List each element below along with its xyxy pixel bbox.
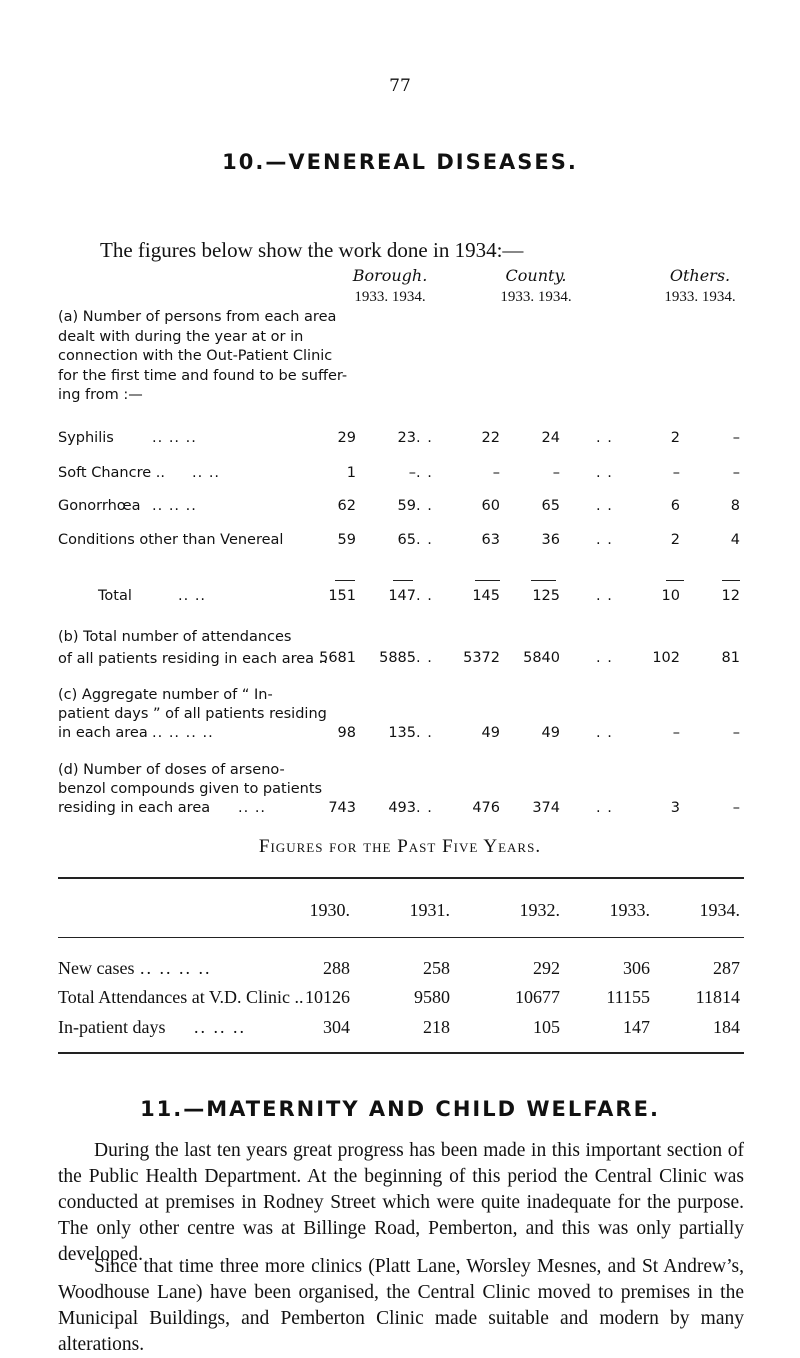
year-col-head: 1933. (609, 900, 650, 920)
total-c34: 125 (532, 588, 560, 604)
cell-b-b34: 5885 (379, 650, 416, 666)
cell-c33: – (492, 465, 500, 481)
cell-d-c34: 374 (532, 800, 560, 816)
intro-text: The figures below show the work done in 1934:— (100, 238, 524, 262)
table2-cell: 306 (623, 958, 650, 978)
cell-o34: – (732, 430, 740, 446)
cell-b-b33: 5681 (319, 650, 356, 666)
leader-dots: . . (416, 588, 433, 604)
cell-c33: 22 (481, 430, 500, 446)
question-d-line3: residing in each area (58, 800, 211, 816)
table2-row-label: New cases (58, 958, 135, 978)
col-group-county: County. (505, 266, 567, 285)
leader-dots: . . (596, 498, 613, 514)
cell-d-b34: 493 (388, 800, 416, 816)
year-head-borough: 1933. 1934. (354, 289, 426, 305)
total-c33: 145 (472, 588, 500, 604)
table2-row-label: Total Attendances at V.D. Clinic .. (58, 987, 304, 1007)
cell-o34: 8 (730, 498, 740, 514)
section-heading: 10.—VENEREAL DISEASES. (222, 150, 578, 174)
cell-b-c33: 5372 (463, 650, 500, 666)
table2-cell: 218 (423, 1017, 450, 1037)
leader-dots: .. .. .. (194, 1017, 246, 1037)
total-o34: 12 (721, 588, 740, 604)
leader-dots: . . (416, 725, 433, 741)
row-label: Syphilis (58, 430, 114, 446)
table-top-rule (58, 877, 744, 879)
cell-b34: 65 (397, 532, 416, 548)
cell-c-c33: 49 (481, 725, 500, 741)
leader-dots: .. .. .. .. (152, 725, 214, 741)
leader-dots: . . (416, 430, 433, 446)
row-label: Gonorrhœa (58, 498, 141, 514)
cell-b33: 62 (337, 498, 356, 514)
leader-dots: .. .. .. .. (140, 958, 212, 978)
cell-b34: – (408, 465, 416, 481)
leader-dots: . . (596, 725, 613, 741)
paragraph-1 (58, 1138, 744, 1268)
leader-dots: . . (416, 650, 433, 666)
table2-cell: 11814 (695, 987, 740, 1007)
total-label: Total (98, 588, 132, 604)
leader-dots: .. .. .. (152, 498, 197, 514)
separator-rule (666, 580, 684, 581)
table2-cell: 292 (533, 958, 560, 978)
leader-dots: . . (416, 498, 433, 514)
question-a-text: (a) Number of persons from each area dealt with during the year at or in connection with the Out-Patient Clinic for the first time and found to be suffer-ing from :— (58, 309, 348, 403)
paragraph-1-text: During the last ten years great progress has been made in this important section of the Public Health Department. At the beginning of this period the Central Clinic was conducted at premises in Rodney Street which were quite inadequate for the purpose. The only other centre was at Billinge Road, Pemberton, and this was only partially developed. (58, 1140, 744, 1265)
cell-o34: 4 (730, 532, 740, 548)
row-label: Conditions other than Venereal (58, 532, 284, 548)
table2-cell: 258 (423, 958, 450, 978)
leader-dots: . . (416, 465, 433, 481)
cell-o33: 2 (670, 532, 680, 548)
table2-cell: 9580 (414, 987, 450, 1007)
cell-c-o33: – (672, 725, 680, 741)
question-c-line1: (c) Aggregate number of “ In- (58, 687, 273, 703)
cell-c33: 63 (481, 532, 500, 548)
cell-b34: 59 (397, 498, 416, 514)
page-number: 77 (389, 76, 411, 96)
cell-c34: 36 (541, 532, 560, 548)
year-head-others: 1933. 1934. (664, 289, 736, 305)
cell-d-c33: 476 (472, 800, 500, 816)
year-col-head: 1930. (309, 900, 350, 920)
section2-heading: 11.—MATERNITY AND CHILD WELFARE. (140, 1097, 660, 1121)
cell-c34: – (552, 465, 560, 481)
question-b-line2: of all patients residing in each area .. (58, 651, 328, 667)
separator-rule (475, 580, 500, 581)
cell-b33: 1 (346, 465, 356, 481)
leader-dots: .. .. (192, 465, 221, 481)
total-b33: 151 (328, 588, 356, 604)
question-d-line2: benzol compounds given to patients (58, 781, 323, 797)
paragraph-2-text: Since that time three more clinics (Platt Lane, Worsley Mesnes, and St Andrew’s, Woodhouse Lane) have been organised, the Central Clinic moved to premises in the Municipal Buildings, and Pemberton Clinic made suitable and modern by many alterations. (58, 1256, 744, 1355)
cell-c-c34: 49 (541, 725, 560, 741)
cell-c-b33: 98 (337, 725, 356, 741)
table2-cell: 147 (623, 1017, 650, 1037)
col-group-borough: Borough. (352, 266, 428, 285)
question-c-line2: patient days ” of all patients residing (58, 706, 327, 722)
year-col-head: 1931. (409, 900, 450, 920)
col-group-others: Others. (669, 266, 731, 285)
cell-o33: 6 (670, 498, 680, 514)
leader-dots: . . (596, 800, 613, 816)
cell-d-b33: 743 (328, 800, 356, 816)
leader-dots: . . (596, 588, 613, 604)
cell-c33: 60 (481, 498, 500, 514)
table2-cell: 287 (713, 958, 740, 978)
paragraph-2 (58, 1254, 744, 1358)
cell-b-o33: 102 (652, 650, 680, 666)
table2-cell: 10677 (515, 987, 560, 1007)
total-b34: 147 (388, 588, 416, 604)
cell-o33: 2 (670, 430, 680, 446)
question-b-line1: (b) Total number of attendances (58, 629, 292, 645)
leader-dots: . . (596, 465, 613, 481)
table2-cell: 304 (323, 1017, 350, 1037)
year-col-head: 1934. (699, 900, 740, 920)
table2-cell: 288 (323, 958, 350, 978)
leader-dots: .. .. (238, 800, 267, 816)
cell-b33: 59 (337, 532, 356, 548)
cell-o34: – (732, 465, 740, 481)
question-c-line3: in each area (58, 725, 148, 741)
cell-c34: 65 (541, 498, 560, 514)
separator-rule (393, 580, 413, 581)
cell-o33: – (672, 465, 680, 481)
cell-c-o34: – (732, 725, 740, 741)
table2-cell: 105 (533, 1017, 560, 1037)
row-label: Soft Chancre .. (58, 465, 165, 481)
separator-rule (722, 580, 740, 581)
cell-b33: 29 (337, 430, 356, 446)
table-header-rule (58, 937, 744, 938)
year-head-county: 1933. 1934. (500, 289, 572, 305)
year-col-head: 1932. (519, 900, 560, 920)
table2-cell: 10126 (305, 987, 350, 1007)
cell-b34: 23 (397, 430, 416, 446)
total-o33: 10 (661, 588, 680, 604)
leader-dots: . . (596, 430, 613, 446)
leader-dots: . . (596, 532, 613, 548)
table2-cell: 11155 (606, 987, 650, 1007)
cell-d-o34: – (732, 800, 740, 816)
leader-dots: . . (416, 800, 433, 816)
leader-dots: .. .. .. (152, 430, 197, 446)
leader-dots: . . (416, 532, 433, 548)
cell-c34: 24 (541, 430, 560, 446)
leader-dots: .. .. (178, 588, 207, 604)
cell-b-o34: 81 (721, 650, 740, 666)
leader-dots: . . (596, 650, 613, 666)
separator-rule (335, 580, 355, 581)
question-d-line1: (d) Number of doses of arseno- (58, 762, 285, 778)
cell-b-c34: 5840 (523, 650, 560, 666)
five-years-heading: Figures for the Past Five Years. (258, 836, 542, 857)
table2-cell: 184 (713, 1017, 740, 1037)
table2-row-label: In-patient days (58, 1017, 166, 1037)
separator-rule (531, 580, 556, 581)
cell-c-b34: 135 (388, 725, 416, 741)
cell-d-o33: 3 (670, 800, 680, 816)
table-bottom-rule (58, 1052, 744, 1054)
